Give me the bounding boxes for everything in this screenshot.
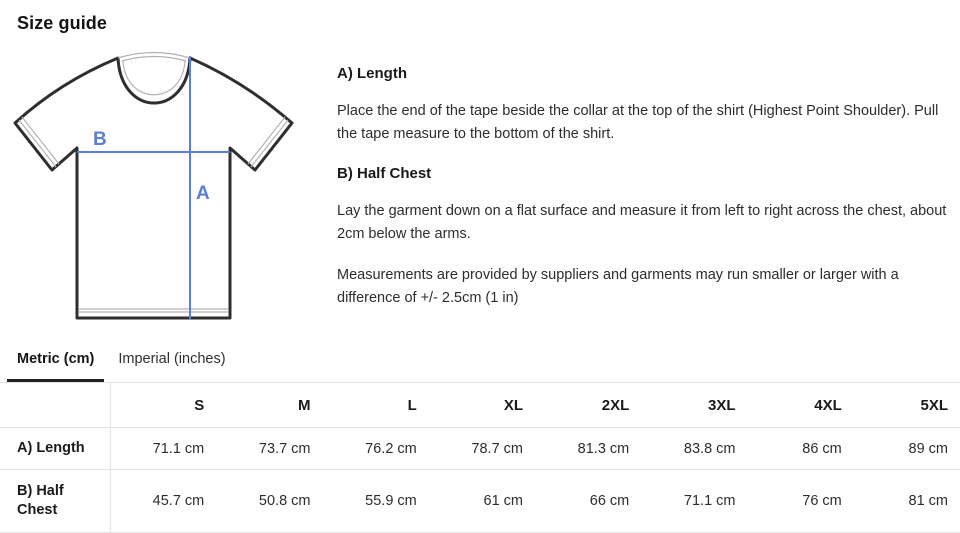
size-value: 50.8 cm: [216, 470, 322, 533]
tshirt-diagram: [5, 42, 300, 332]
size-value: 78.7 cm: [429, 428, 535, 470]
size-value: 86 cm: [748, 428, 854, 470]
page-title: Size guide: [17, 13, 108, 33]
size-value: 55.9 cm: [323, 470, 429, 533]
units-tabs: [7, 342, 236, 382]
size-value: 83.8 cm: [641, 428, 747, 470]
table-row-half-chest: [0, 470, 960, 533]
row-label-half-chest: B) Half Chest: [0, 470, 110, 533]
size-value: 76 cm: [748, 470, 854, 533]
size-value: 73.7 cm: [216, 428, 322, 470]
size-value: 89 cm: [854, 428, 960, 470]
column-header-xl: XL: [429, 383, 535, 428]
column-header-l: L: [323, 383, 429, 428]
column-header-2xl: 2XL: [535, 383, 641, 428]
length-label-a: A: [196, 183, 210, 204]
column-header-4xl: 4XL: [748, 383, 854, 428]
tshirt-outline-icon: [15, 58, 292, 318]
length-description: Place the end of the tape beside the collar at the top of the shirt (Highest Point Shoulder). Pull the tape measure to the bottom of the shirt.: [337, 103, 939, 142]
size-value: 81 cm: [854, 470, 960, 533]
size-value: 66 cm: [535, 470, 641, 533]
size-table: [0, 382, 960, 533]
column-header-3xl: 3XL: [641, 383, 747, 428]
tab-metric[interactable]: Metric (cm): [7, 342, 104, 382]
size-value: 61 cm: [429, 470, 535, 533]
half-chest-heading: B) Half Chest: [337, 165, 432, 182]
chest-label-b: B: [93, 129, 107, 150]
table-row-length: [0, 428, 960, 470]
half-chest-description: Lay the garment down on a flat surface and measure it from left to right across the chest, about 2cm below the arms.: [337, 203, 947, 242]
measurement-instructions: [337, 64, 950, 309]
length-heading: A) Length: [337, 65, 407, 82]
size-value: 76.2 cm: [323, 428, 429, 470]
size-value: 71.1 cm: [641, 470, 747, 533]
row-label-length: A) Length: [0, 428, 110, 470]
column-header-5xl: 5XL: [854, 383, 960, 428]
corner-cell: [0, 383, 110, 428]
column-header-s: S: [110, 383, 216, 428]
size-value: 71.1 cm: [110, 428, 216, 470]
tab-imperial[interactable]: Imperial (inches): [108, 342, 235, 382]
size-value: 81.3 cm: [535, 428, 641, 470]
size-value: 45.7 cm: [110, 470, 216, 533]
size-table-header-row: [0, 383, 960, 428]
column-header-m: M: [216, 383, 322, 428]
measurement-disclaimer: Measurements are provided by suppliers and garments may run smaller or larger with a difference of +/- 2.5cm (1 in): [337, 267, 899, 306]
